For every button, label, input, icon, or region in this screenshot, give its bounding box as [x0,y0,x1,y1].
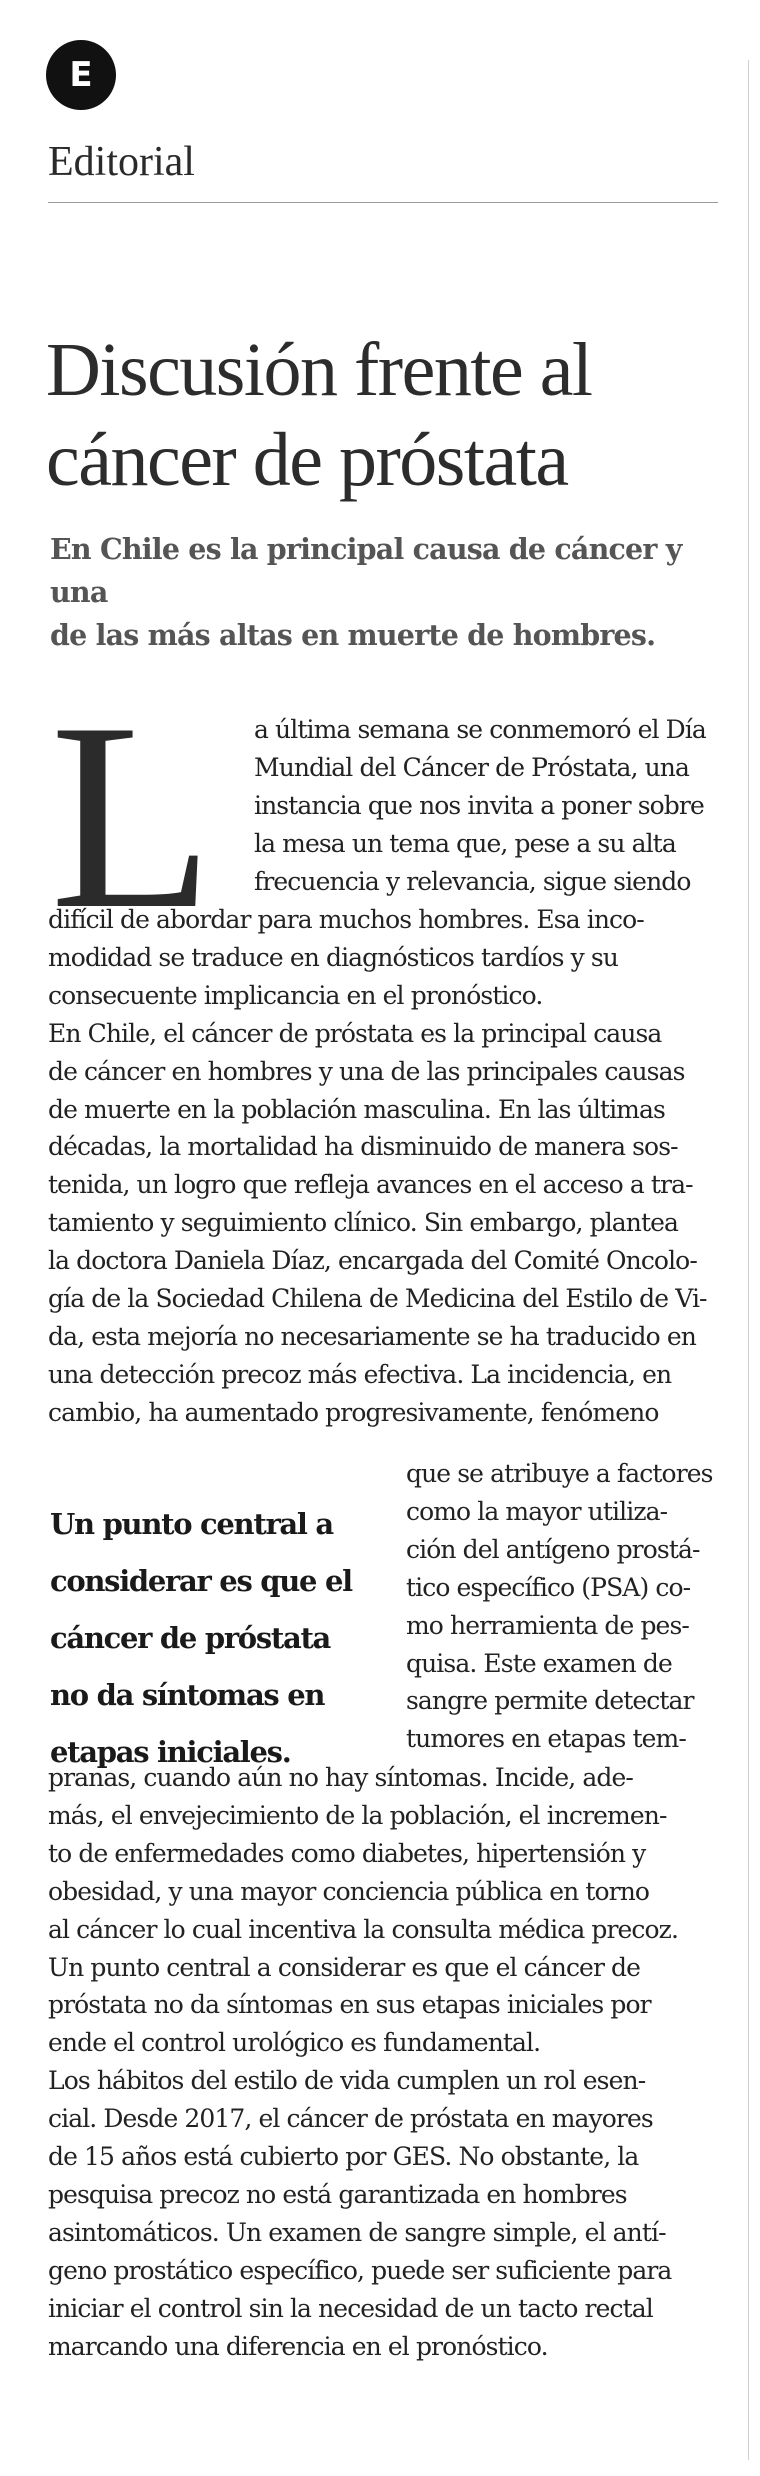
body-line: la doctora Daniela Díaz, encargada del Comité Oncolo- [48,1246,697,1276]
body-line: una detección precoz más efectiva. La incidencia, en [48,1359,672,1389]
pull-quote-line: Un punto central a [50,1507,333,1541]
body-line: tico específico (PSA) co- [406,1572,691,1602]
pull-quote [50,1496,390,1781]
headline [46,325,726,505]
body-line: próstata no da síntomas en sus etapas iniciales por [48,1990,651,2020]
body-line: gía de la Sociedad Chilena de Medicina del Estilo de Vi- [48,1284,707,1314]
headline-line: cáncer de próstata [46,418,568,502]
section-label: Editorial [48,139,195,185]
body-line: Un punto central a considerar es que el cáncer de [48,1952,641,1982]
pull-quote-line: considerar es que el [50,1564,352,1598]
body-line: ción del antígeno prostá- [406,1534,700,1564]
body-line: frecuencia y relevancia, sigue siendo [254,866,691,896]
body-line: tenida, un logro que refleja avances en el acceso a tra- [48,1170,693,1200]
deck-line: de las más altas en muerte de hombres. [50,618,656,652]
body-line: da, esta mejoría no necesariamente se ha traducido en [48,1321,696,1351]
pull-quote-line: no da síntomas en [50,1678,325,1712]
body-line: obesidad, y una mayor conciencia pública en torno [48,1876,650,1906]
body-paragraph-2 [48,1759,728,2366]
body-line: décadas, la mortalidad ha disminuido de manera sos- [48,1132,678,1162]
body-line: la mesa un tema que, pese a su alta [254,828,676,858]
body-line: al cáncer lo cual incentiva la consulta médica precoz. [48,1914,679,1944]
section-badge: E [46,40,116,110]
body-line: como la mayor utiliza- [406,1496,668,1526]
body-line: instancia que nos invita a poner sobre [254,790,704,820]
body-line: mo herramienta de pes- [406,1610,689,1640]
body-line: más, el envejecimiento de la población, el incremen- [48,1800,667,1830]
intro-paragraph [254,711,724,901]
body-line: En Chile, el cáncer de próstata es la principal causa [48,1018,662,1048]
body-line: quisa. Este examen de [406,1648,672,1678]
body-line: marcando una diferencia en el pronóstico. [48,2331,548,2361]
body-line: consecuente implicancia en el pronóstico. [48,980,543,1010]
body-line: tamiento y seguimiento clínico. Sin embargo, plantea [48,1208,679,1238]
body-line: cambio, ha aumentado progresivamente, fenómeno [48,1397,659,1427]
body-line: tumores en etapas tem- [406,1724,686,1754]
drop-cap: L [50,667,214,964]
headline-line: Discusión frente al [46,328,592,412]
body-line: sangre permite detectar [406,1686,694,1716]
pull-quote-line: cáncer de próstata [50,1621,331,1655]
body-line: de cáncer en hombres y una de las principales causas [48,1056,685,1086]
body-line: Los hábitos del estilo de vida cumplen un rol esen- [48,2066,646,2096]
body-line: pesquisa precoz no está garantizada en hombres [48,2179,627,2209]
column-divider [748,60,749,2460]
body-paragraph-1 [48,901,728,1432]
body-line: pranas, cuando aún no hay síntomas. Incide, ade- [48,1763,633,1792]
deck-line: En Chile es la principal causa de cáncer y una [50,532,682,609]
body-line: cial. Desde 2017, el cáncer de próstata en mayores [48,2104,653,2134]
deck-subtitle [50,528,720,657]
body-line: to de enfermedades como diabetes, hipertensión y [48,1838,646,1868]
body-line: ende el control urológico es fundamental. [48,2028,541,2058]
body-line: iniciar el control sin la necesidad de un tacto rectal [48,2293,653,2323]
body-line: que se atribuye a factores [406,1459,713,1488]
section-divider [48,202,718,203]
body-line: geno prostático específico, puede ser suficiente para [48,2255,672,2285]
body-line: de muerte en la población masculina. En las últimas [48,1094,665,1124]
body-line: a última semana se conmemoró el Día [254,715,706,744]
body-line: difícil de abordar para muchos hombres. Esa inco- [48,905,644,934]
body-line: asintomáticos. Un examen de sangre simple, el antí- [48,2217,666,2247]
body-line: Mundial del Cáncer de Próstata, una [254,752,690,782]
narrow-column [406,1455,728,1758]
body-line: de 15 años está cubierto por GES. No obstante, la [48,2142,639,2172]
pull-quote-line: etapas iniciales. [50,1735,291,1769]
body-line: modidad se traduce en diagnósticos tardíos y su [48,942,618,972]
